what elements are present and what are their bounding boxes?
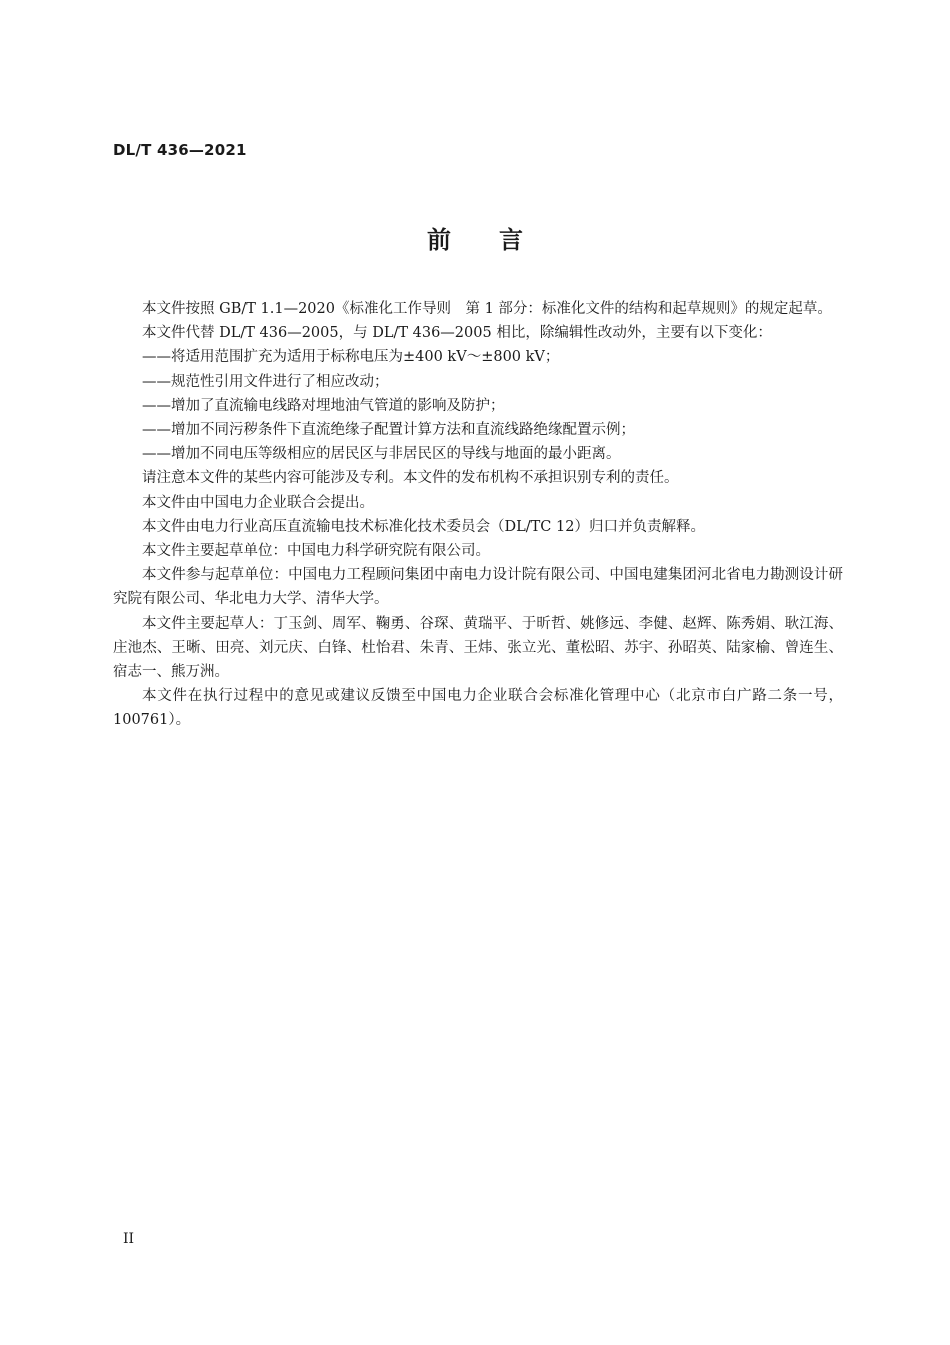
change-item: ——增加不同污秽条件下直流绝缘子配置计算方法和直流线路绝缘配置示例； bbox=[142, 422, 635, 439]
paragraph-feedback: 本文件在执行过程中的意见或建议反馈至中国电力企业联合会标准化管理中心（北京市白广路二条一号，100761）。 bbox=[113, 688, 843, 729]
paragraph-participating-units: 本文件参与起草单位：中国电力工程顾问集团中南电力设计院有限公司、中国电建集团河北省电力勘测设计研究院有限公司、华北电力大学、清华大学。 bbox=[113, 567, 843, 608]
paragraph-main-drafting-unit: 本文件主要起草单位：中国电力科学研究院有限公司。 bbox=[142, 543, 490, 560]
page-number: II bbox=[123, 1231, 135, 1247]
change-item: ——增加不同电压等级相应的居民区与非居民区的导线与地面的最小距离。 bbox=[142, 446, 621, 463]
foreword-body bbox=[113, 297, 843, 733]
paragraph-patent-notice: 请注意本文件的某些内容可能涉及专利。本文件的发布机构不承担识别专利的责任。 bbox=[142, 470, 679, 487]
paragraph-replacement: 本文件代替 DL/T 436—2005，与 DL/T 436—2005 相比，除编辑性改动外，主要有以下变化： bbox=[142, 325, 772, 342]
change-item: ——规范性引用文件进行了相应改动； bbox=[142, 373, 389, 390]
paragraph-drafting-rule: 本文件按照 GB/T 1.1—2020《标准化工作导则 第 1 部分：标准化文件的结构和起草规则》的规定起草。 bbox=[142, 301, 832, 317]
change-item: ——增加了直流输电线路对埋地油气管道的影响及防护； bbox=[142, 397, 505, 414]
paragraph-proposer: 本文件由中国电力企业联合会提出。 bbox=[142, 494, 374, 511]
page-title: 前言 bbox=[427, 226, 571, 254]
paragraph-technical-committee: 本文件由电力行业高压直流输电技术标准化技术委员会（DL/TC 12）归口并负责解释。 bbox=[142, 518, 705, 535]
change-item: ——将适用范围扩充为适用于标称电压为±400 kV～±800 kV； bbox=[142, 349, 560, 366]
document-code: DL/T 436—2021 bbox=[113, 141, 247, 159]
paragraph-drafters: 本文件主要起草人：丁玉剑、周军、鞠勇、谷琛、黄瑞平、于昕哲、姚修远、李健、赵辉、陈秀娟、耿江海、庄池杰、王晰、田亮、刘元庆、白锋、杜怡君、朱青、王炜、张立光、董松昭、苏宇、孙昭英、陆家榆、曾连生、宿志一、熊万洲。 bbox=[113, 615, 843, 681]
